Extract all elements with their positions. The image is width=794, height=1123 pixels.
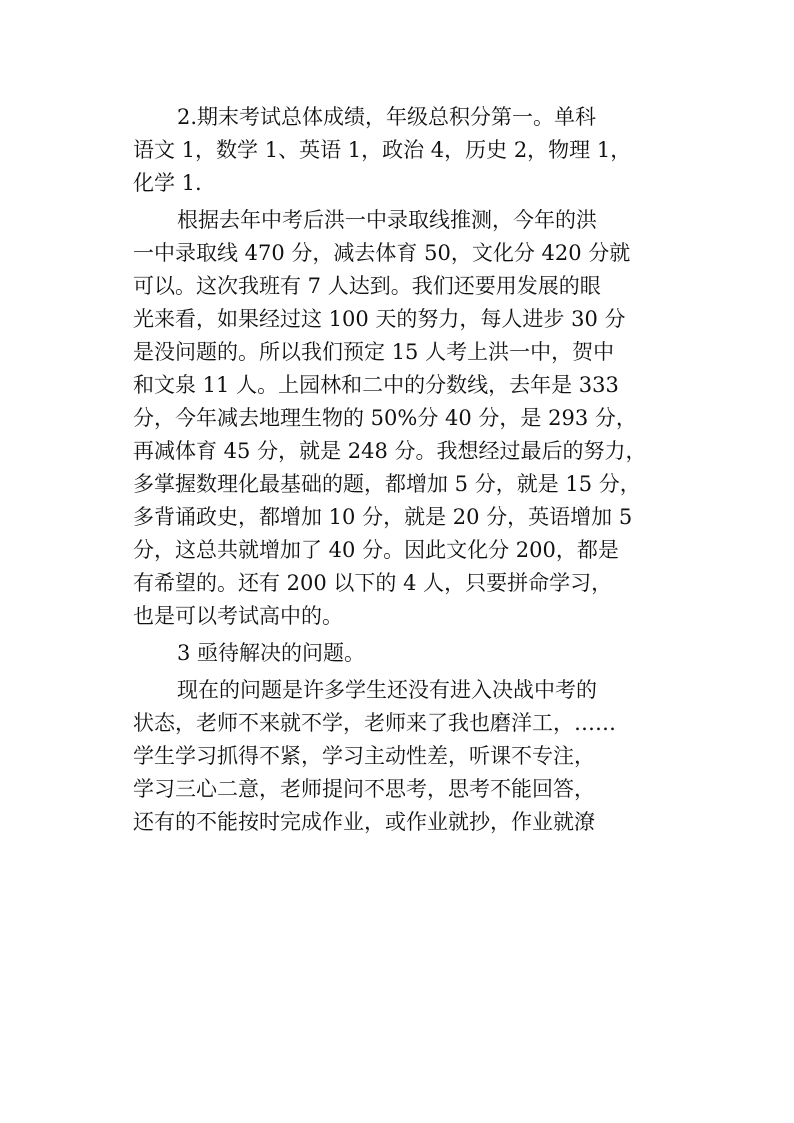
paragraph-line: 再减体育 45 分，就是 248 分。我想经过最后的努力， [133, 439, 647, 463]
paragraph-line: 状态，老师不来就不学，老师来了我也磨洋工，…… [133, 711, 616, 735]
paragraph-line: 分，这总共就增加了 40 分。因此文化分 200，都是 [133, 538, 619, 562]
paragraph-line: 是没问题的。所以我们预定 15 人考上洪一中，贺中 [133, 340, 615, 364]
paragraph-exam-results [133, 101, 663, 200]
section-heading: 3 亟待解决的问题。 [177, 641, 366, 665]
section-heading-problems [133, 637, 663, 670]
paragraph-line: 现在的问题是许多学生还没有进入决战中考的 [177, 678, 597, 702]
paragraph-line: 根据去年中考后洪一中录取线推测，今年的洪 [177, 208, 597, 232]
paragraph-line: 2.期末考试总体成绩，年级总积分第一。单科 [177, 105, 597, 129]
paragraph-line: 多掌握数理化最基础的题，都增加 5 分，就是 15 分， [133, 472, 641, 496]
paragraph-line: 分，今年减去地理生物的 50%分 40 分，是 293 分， [133, 406, 637, 430]
paragraph-line: 和文泉 11 人。上园林和二中的分数线，去年是 333 [133, 373, 619, 397]
paragraph-line: 化学 1. [133, 171, 202, 195]
paragraph-line: 还有的不能按时完成作业，或作业就抄，作业就潦 [133, 810, 595, 834]
paragraph-line: 多背诵政史，都增加 10 分，就是 20 分，英语增加 5 [133, 505, 633, 529]
paragraph-admission-estimate [133, 204, 663, 633]
paragraph-line: 一中录取线 470 分，减去体育 50，文化分 420 分就 [133, 241, 631, 265]
document-body [133, 101, 663, 839]
paragraph-line: 光来看，如果经过这 100 天的努力，每人进步 30 分 [133, 307, 626, 331]
paragraph-line: 可以。这次我班有 7 人达到。我们还要用发展的眼 [133, 274, 601, 298]
paragraph-line: 有希望的。还有 200 以下的 4 人，只要拼命学习， [133, 571, 613, 595]
paragraph-line: 语文 1，数学 1、英语 1，政治 4，历史 2，物理 1， [133, 138, 632, 162]
paragraph-current-problems [133, 674, 663, 839]
paragraph-line: 学生学习抓得不紧，学习主动性差，听课不专注， [133, 744, 595, 768]
paragraph-line: 也是可以考试高中的。 [133, 604, 343, 628]
paragraph-line: 学习三心二意，老师提问不思考，思考不能回答， [133, 777, 595, 801]
